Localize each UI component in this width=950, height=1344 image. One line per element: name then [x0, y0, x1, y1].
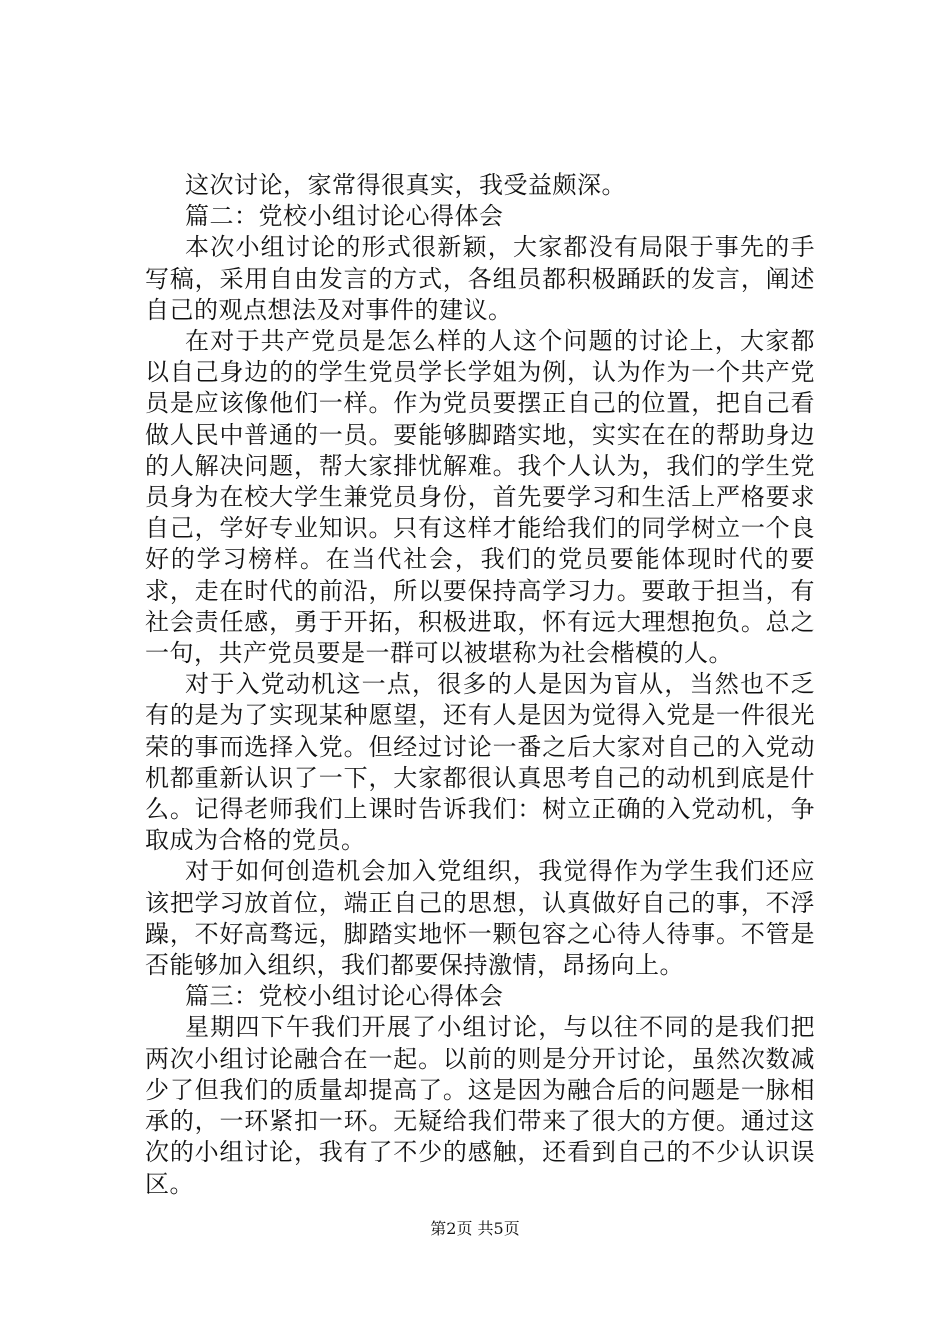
paragraph: 对于入党动机这一点，很多的人是因为盲从，当然也不乏有的是为了实现某种愿望，还有人是因为觉得入党是一件很光荣的事而选择入党。但经过讨论一番之后大家对自己的入党动机都重新认识了一下，大家都很认真思考自己的动机到底是什么。记得老师我们上课时告诉我们：树立正确的入党动机，争取成为合格的党员。 — [145, 670, 815, 855]
paragraph: 星期四下午我们开展了小组讨论，与以往不同的是我们把两次小组讨论融合在一起。以前的则是分开讨论，虽然次数减少了但我们的质量却提高了。这是因为融合后的问题是一脉相承的，一环紧扣一环。无疑给我们带来了很大的方便。通过这次的小组讨论，我有了不少的感触，还看到自己的不少认识误区。 — [145, 1013, 815, 1198]
paragraph: 这次讨论，家常得很真实，我受益颇深。 — [185, 171, 626, 199]
section-heading: 篇二：党校小组讨论心得体会 — [185, 202, 504, 231]
paragraph: 本次小组讨论的形式很新颖，大家都没有局限于事先的手写稿，采用自由发言的方式，各组员都积极踊跃的发言，阐述自己的观点想法及对事件的建议。 — [145, 233, 815, 324]
paragraph: 对于如何创造机会加入党组织，我觉得作为学生我们还应该把学习放首位，端正自己的思想，认真做好自己的事，不浮躁，不好高骛远，脚踏实地怀一颗包容之心待人待事。不管是否能够加入组织，我们都要保持激情，昂扬向上。 — [145, 857, 815, 980]
section-heading: 篇三：党校小组讨论心得体会 — [185, 982, 504, 1011]
document-body — [145, 170, 815, 1200]
page-footer: 第2页 共5页 — [430, 1219, 520, 1238]
paragraph: 在对于共产党员是怎么样的人这个问题的讨论上，大家都以自己身边的的学生党员学长学姐为例，认为作为一个共产党员是应该像他们一样。作为党员要摆正自己的位置，把自己看做人民中普通的一员。要能够脚踏实地，实实在在的帮助身边的人解决问题，帮大家排忧解难。我个人认为，我们的学生党员身为在校大学生兼党员身份，首先要学习和生活上严格要求自己，学好专业知识。只有这样才能给我们的同学树立一个良好的学习榜样。在当代社会，我们的党员要能体现时代的要求，走在时代的前沿，所以要保持高学习力。要敢于担当，有社会责任感，勇于开拓，积极进取，怀有远大理想抱负。总之一句，共产党员要是一群可以被堪称为社会楷模的人。 — [145, 327, 815, 668]
